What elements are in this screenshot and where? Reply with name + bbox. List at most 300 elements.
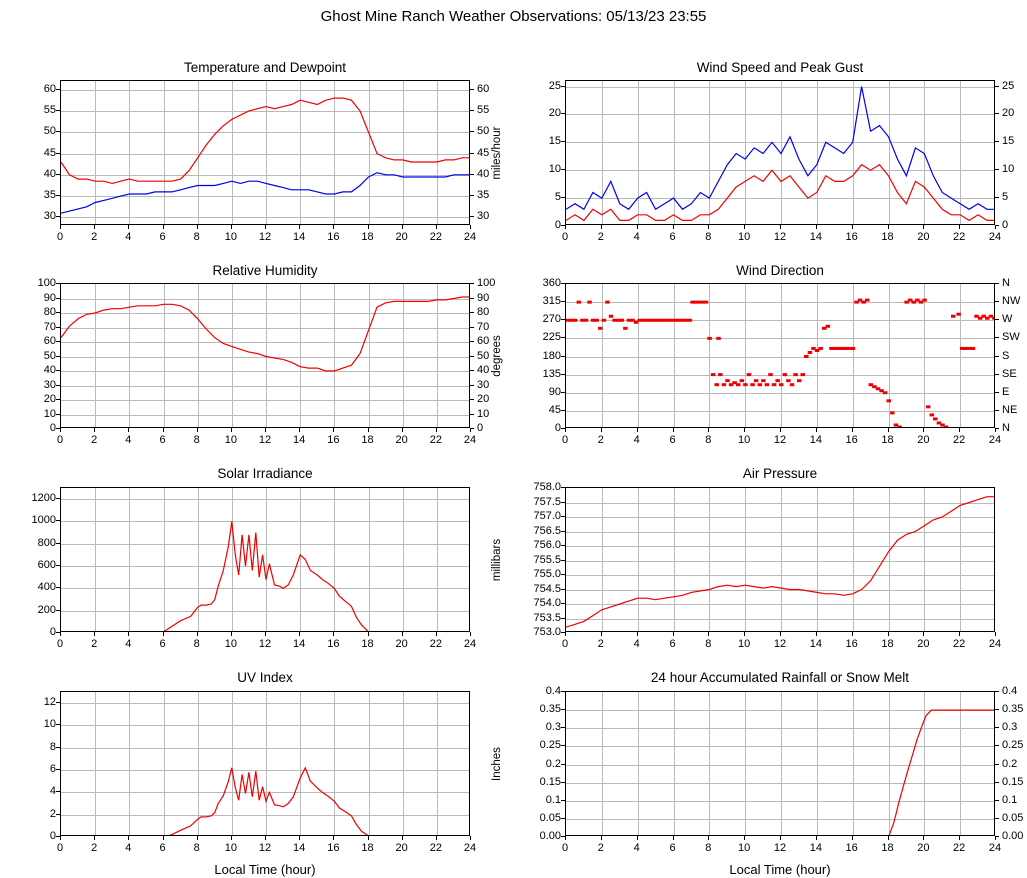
x-tick-label: 0 [56, 434, 64, 446]
x-tickmark [299, 428, 300, 432]
gridline-v [95, 488, 96, 631]
y-tick-label-right: 10 [1002, 163, 1015, 176]
data-point [978, 317, 983, 320]
y-tick-label-right: 70 [477, 320, 490, 333]
y-tickmark [56, 385, 60, 386]
y-tickmark-right [470, 283, 474, 284]
series-layer-rainfall [566, 692, 995, 836]
data-point [912, 301, 917, 304]
y-tick-label-right: 10 [477, 407, 490, 420]
gridline-h [566, 710, 994, 711]
x-tick-label: 8 [705, 231, 712, 243]
data-point [951, 315, 956, 318]
x-tick-label: 24 [463, 434, 477, 446]
x-tick-label: 0 [561, 434, 569, 446]
x-tickmark [128, 225, 129, 229]
data-point [956, 313, 961, 316]
gridline-v [638, 81, 639, 224]
y-tick-label: 10 [43, 718, 56, 731]
y-tick-label-right: 90 [477, 291, 490, 304]
x-tick-label: 18 [361, 638, 374, 650]
gridline-v [745, 81, 746, 224]
x-tick-label: 8 [193, 231, 200, 243]
y-tickmark [561, 301, 565, 302]
y-tick-label-right: 50 [477, 125, 490, 138]
y-tick-label: 20 [43, 393, 56, 405]
x-tickmark [852, 428, 853, 432]
data-point [858, 299, 863, 302]
y-tick-label: 0.4 [545, 685, 561, 697]
gridline-v [129, 81, 130, 224]
gridline-v [164, 284, 165, 427]
x-tickmark [128, 428, 129, 432]
data-point [930, 413, 935, 416]
x-tick-label: 14 [293, 842, 306, 854]
gridline-v [924, 692, 925, 835]
x-tick-label: 10 [224, 434, 237, 446]
y-tickmark [56, 89, 60, 90]
x-tick-label: 22 [429, 231, 442, 243]
y-tick-label: 0.1 [545, 793, 561, 806]
data-point [992, 317, 995, 320]
gridline-v [232, 284, 233, 427]
data-point [591, 319, 596, 322]
data-point [680, 319, 685, 322]
gridline-v [334, 488, 335, 631]
gridline-h [566, 503, 994, 504]
gridline-v [266, 81, 267, 224]
y-tickmark [56, 131, 60, 132]
gridline-v [403, 692, 404, 835]
x-tick-label: 8 [705, 638, 712, 650]
x-tick-label: 24 [988, 842, 1002, 854]
gridline-h [566, 357, 994, 358]
series-line [566, 87, 995, 210]
y-tickmark [561, 487, 565, 488]
plot-area-pressure [565, 487, 995, 632]
gridline-v [817, 81, 818, 224]
x-tick-label: 18 [881, 231, 894, 243]
plot-area-temperature [60, 80, 470, 225]
data-point [711, 373, 716, 376]
x-tick-label: 0 [561, 842, 569, 854]
gridline-h [61, 521, 469, 522]
y-tickmark-right [470, 327, 474, 328]
y-tick-label: 35 [43, 189, 56, 202]
x-tickmark [708, 225, 709, 229]
chart-title-temperature: Temperature and Dewpoint [183, 60, 347, 75]
series-line [566, 710, 995, 836]
data-point [964, 347, 969, 350]
x-tickmark [368, 836, 369, 840]
x-tick-label: 2 [597, 434, 604, 446]
y-tick-label: 100 [37, 277, 56, 289]
y-tick-label-right: 45 [477, 146, 490, 159]
y-tickmark-right [995, 782, 999, 783]
x-tickmark [436, 225, 437, 229]
x-tick-label: 0 [56, 638, 64, 650]
x-tickmark [163, 836, 164, 840]
data-point [659, 319, 664, 322]
y-tickmark [56, 769, 60, 770]
data-point [722, 383, 727, 386]
x-tick-label: 10 [738, 231, 751, 243]
gridline-v [709, 81, 710, 224]
y-tick-label-right: 100 [477, 277, 496, 289]
x-tickmark [60, 836, 61, 840]
x-tick-label: 24 [988, 434, 1002, 446]
x-tick-label: 24 [463, 842, 477, 854]
y-tickmark-right [995, 428, 999, 429]
gridline-h [566, 801, 994, 802]
y-tick-label: 754.0 [533, 597, 561, 609]
x-tick-label: 4 [125, 231, 132, 243]
data-point [808, 351, 813, 354]
data-point [623, 327, 628, 330]
y-tickmark [56, 283, 60, 284]
x-tickmark [333, 836, 334, 840]
x-tickmark [923, 428, 924, 432]
y-tickmark [56, 356, 60, 357]
data-point [673, 319, 678, 322]
plot-area-rainfall [565, 691, 995, 836]
x-tickmark [436, 632, 437, 636]
x-tick-label: 16 [845, 434, 858, 446]
gridline-h [61, 386, 469, 387]
x-tickmark [333, 225, 334, 229]
y-tick-label: 70 [43, 320, 56, 333]
gridline-v [853, 488, 854, 631]
gridline-h [566, 546, 994, 547]
gridline-v [924, 488, 925, 631]
x-tick-label: 22 [953, 842, 966, 854]
y-tickmark-right [470, 216, 474, 217]
data-point [690, 301, 695, 304]
data-point [655, 319, 660, 322]
series-line [61, 98, 470, 183]
x-tickmark [333, 428, 334, 432]
y-tickmark-right [470, 195, 474, 196]
gridline-v [602, 284, 603, 427]
data-point [612, 319, 617, 322]
gridline-v [781, 692, 782, 835]
y-tick-label: 800 [37, 536, 56, 549]
x-tickmark [637, 428, 638, 432]
data-point [944, 425, 949, 428]
y-tick-label: 753.0 [533, 626, 561, 638]
x-tickmark [744, 632, 745, 636]
x-tick-label: 20 [917, 231, 930, 243]
y-tick-label-right: 30 [477, 210, 490, 223]
y-tickmark [56, 565, 60, 566]
x-tick-label: 14 [809, 231, 822, 243]
x-tickmark [637, 836, 638, 840]
x-tickmark [299, 836, 300, 840]
y-tick-label: 0 [49, 626, 56, 638]
gridline-v [781, 488, 782, 631]
series-layer-uv [61, 692, 470, 836]
x-tickmark [744, 836, 745, 840]
y-tick-label: 30 [43, 378, 56, 391]
x-tickmark [601, 225, 602, 229]
y-tick-label-right: 50 [477, 349, 490, 362]
x-tickmark [60, 225, 61, 229]
x-tick-label: 2 [597, 638, 604, 650]
x-tick-label: 6 [159, 638, 166, 650]
y-tick-label-right: S [1002, 349, 1010, 362]
x-tickmark [94, 632, 95, 636]
y-tickmark [56, 520, 60, 521]
gridline-h [61, 770, 469, 771]
gridline-v [334, 81, 335, 224]
y-tick-label-right: 0 [477, 422, 484, 434]
y-tick-label: 0 [554, 219, 561, 231]
gridline-v [709, 692, 710, 835]
gridline-h [566, 619, 994, 620]
y-tickmark [561, 764, 565, 765]
y-tick-label-right: 40 [477, 364, 490, 376]
y-tick-label-right: 20 [477, 393, 490, 405]
data-point [818, 347, 823, 350]
gridline-v [232, 488, 233, 631]
x-tickmark [402, 836, 403, 840]
data-point [822, 327, 827, 330]
data-point [569, 319, 574, 322]
y-tickmark [561, 560, 565, 561]
data-point [960, 347, 965, 350]
y-tick-label: 0.25 [539, 739, 561, 752]
series-line [61, 173, 470, 214]
y-tick-label: 360 [542, 277, 561, 289]
x-tick-label: 8 [193, 638, 200, 650]
data-point [854, 301, 859, 304]
x-tickmark [368, 632, 369, 636]
x-tick-label: 2 [597, 842, 604, 854]
x-tick-label: 14 [809, 842, 822, 854]
y-tickmark [56, 836, 60, 837]
data-point [861, 301, 866, 304]
gridline-h [61, 611, 469, 612]
x-tick-label: 2 [91, 434, 98, 446]
x-tickmark [231, 225, 232, 229]
y-tickmark [56, 498, 60, 499]
data-point [652, 319, 657, 322]
gridline-v [437, 692, 438, 835]
gridline-h [61, 544, 469, 545]
y-tick-label: 0.00 [539, 830, 561, 842]
y-tick-label: 60 [43, 335, 56, 347]
x-tick-label: 6 [669, 434, 676, 446]
data-point [797, 379, 802, 382]
plot-area-solar [60, 487, 470, 632]
gridline-v [437, 81, 438, 224]
series-layer-pressure [566, 488, 995, 632]
y-tick-label-right: 0.00 [1002, 830, 1024, 842]
x-tick-label: 2 [91, 231, 98, 243]
y-tickmark [56, 543, 60, 544]
y-tick-label: 757.5 [533, 495, 561, 508]
y-tick-label-right: 0 [1002, 219, 1009, 231]
x-tick-label: 6 [669, 842, 676, 854]
x-tickmark [816, 632, 817, 636]
series-layer-humidity [61, 284, 470, 428]
gridline-h [61, 111, 469, 112]
x-tickmark [368, 225, 369, 229]
x-tickmark [852, 632, 853, 636]
data-point [736, 383, 741, 386]
data-point [754, 379, 759, 382]
y-tick-label: 135 [542, 367, 561, 380]
y-tickmark [56, 724, 60, 725]
gridline-v [129, 284, 130, 427]
x-tickmark [94, 225, 95, 229]
data-point [620, 319, 625, 322]
x-tickmark [780, 225, 781, 229]
y-tickmark [56, 298, 60, 299]
data-point [637, 319, 642, 322]
y-tickmark [561, 410, 565, 411]
gridline-h [566, 728, 994, 729]
y-tickmark-right [995, 141, 999, 142]
x-tickmark [995, 836, 996, 840]
y-tick-label: 40 [43, 364, 56, 376]
x-tick-label: 18 [361, 842, 374, 854]
x-tickmark [197, 632, 198, 636]
x-tick-label: 22 [953, 434, 966, 446]
y-tickmark [56, 110, 60, 111]
x-tickmark [995, 225, 996, 229]
y-tick-label: 600 [37, 559, 56, 572]
y-tickmark-right [995, 374, 999, 375]
data-point [747, 373, 752, 376]
y-tickmark [561, 428, 565, 429]
data-point [897, 425, 902, 428]
gridline-v [266, 692, 267, 835]
gridline-h [61, 815, 469, 816]
gridline-v [129, 488, 130, 631]
y-tick-label: 0 [49, 830, 56, 842]
y-tickmark-right [470, 174, 474, 175]
x-tick-label: 14 [809, 638, 822, 650]
data-point [716, 337, 721, 340]
data-point [700, 301, 705, 304]
x-tickmark [470, 632, 471, 636]
page-title: Ghost Mine Ranch Weather Observations: 05/13/23 23:55 [320, 8, 707, 25]
data-point [765, 383, 770, 386]
series-line [61, 768, 470, 836]
data-point [833, 347, 838, 350]
x-tick-label: 16 [327, 842, 340, 854]
x-tick-label: 22 [953, 638, 966, 650]
x-tick-label: 8 [193, 434, 200, 446]
x-tick-label: 20 [917, 842, 930, 854]
y-tick-label: 0 [49, 422, 56, 434]
x-tick-label: 8 [705, 434, 712, 446]
y-tick-label-right: 30 [477, 378, 490, 391]
x-tickmark [888, 225, 889, 229]
x-tickmark [673, 428, 674, 432]
x-tick-label: 18 [881, 434, 894, 446]
y-tickmark-right [995, 410, 999, 411]
gridline-h [566, 320, 994, 321]
y-tickmark-right [470, 399, 474, 400]
plot-area-wind-direction [565, 283, 995, 428]
data-point [729, 383, 734, 386]
gridline-v [745, 692, 746, 835]
y-tickmark-right [995, 319, 999, 320]
x-tickmark [436, 428, 437, 432]
x-tickmark [995, 428, 996, 432]
gridline-h [61, 299, 469, 300]
y-tickmark-right [470, 414, 474, 415]
data-point [750, 383, 755, 386]
gridline-v [164, 692, 165, 835]
gridline-h [566, 561, 994, 562]
x-tickmark [888, 632, 889, 636]
plot-area-uv [60, 691, 470, 836]
gridline-v [602, 692, 603, 835]
x-tick-label: 18 [881, 638, 894, 650]
x-tick-label: 24 [463, 638, 477, 650]
data-point [883, 391, 888, 394]
gridline-h [61, 196, 469, 197]
data-point [577, 301, 582, 304]
x-tick-label: 22 [429, 638, 442, 650]
x-tickmark [402, 428, 403, 432]
data-point [779, 383, 784, 386]
x-tick-label: 2 [91, 842, 98, 854]
x-tick-label: 6 [159, 842, 166, 854]
gridline-v [889, 692, 890, 835]
data-point [887, 399, 892, 402]
gridline-v [95, 284, 96, 427]
y-tick-label-right: 25 [1002, 79, 1015, 92]
x-tickmark [637, 632, 638, 636]
y-tickmark-right [470, 298, 474, 299]
x-tickmark [470, 836, 471, 840]
gridline-h [566, 575, 994, 576]
gridline-v [709, 488, 710, 631]
data-point [725, 379, 730, 382]
data-point [772, 383, 777, 386]
data-point [901, 428, 906, 429]
y-tickmark [561, 392, 565, 393]
x-tickmark [163, 632, 164, 636]
x-tick-label: 20 [395, 434, 408, 446]
series-line [566, 165, 995, 221]
gridline-v [403, 488, 404, 631]
x-tick-label: 2 [597, 231, 604, 243]
y-tick-label: 0.05 [539, 811, 561, 824]
gridline-h [61, 357, 469, 358]
data-point [704, 301, 709, 304]
data-point [732, 381, 737, 384]
gridline-h [566, 375, 994, 376]
data-point [865, 299, 870, 302]
y-tick-label-right: 5 [1002, 191, 1009, 204]
data-point [761, 379, 766, 382]
y-tickmark-right [995, 113, 999, 114]
x-tick-label: 16 [845, 842, 858, 854]
gridline-v [960, 81, 961, 224]
gridline-v [95, 692, 96, 835]
y-tick-label: 40 [43, 167, 56, 180]
data-point [851, 347, 856, 350]
y-tickmark [56, 327, 60, 328]
y-tickmark [561, 632, 565, 633]
data-point [573, 319, 578, 322]
data-point [890, 411, 895, 414]
